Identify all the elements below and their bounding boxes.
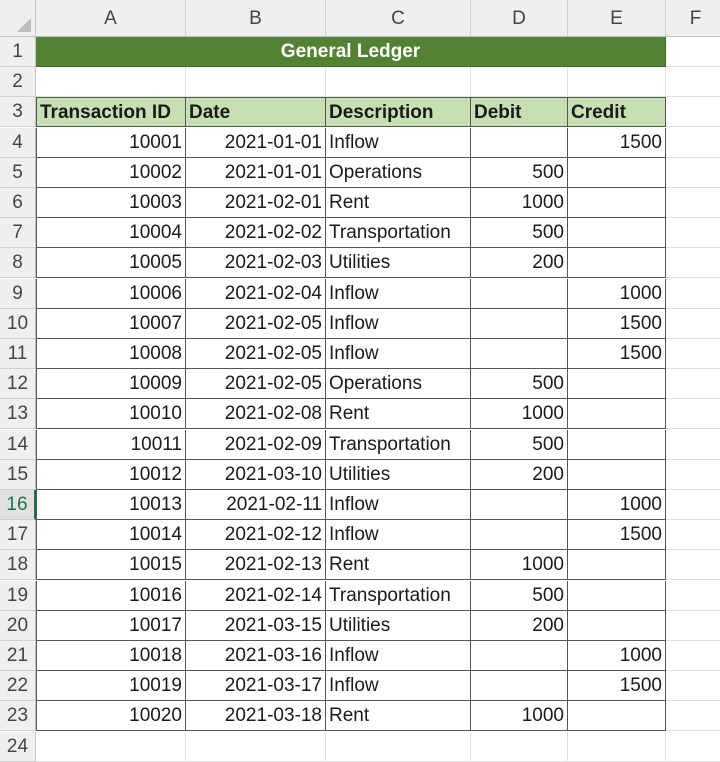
cell-credit[interactable] xyxy=(568,158,666,188)
row-header[interactable]: 3 xyxy=(0,97,36,127)
row-header[interactable]: 15 xyxy=(0,460,36,490)
empty-cell[interactable] xyxy=(666,641,720,671)
row-header[interactable]: 9 xyxy=(0,279,36,309)
cell-credit[interactable] xyxy=(568,188,666,218)
row-header[interactable]: 18 xyxy=(0,550,36,580)
sheet-row xyxy=(0,611,720,641)
empty-cell[interactable] xyxy=(186,67,326,97)
row-header[interactable]: 8 xyxy=(0,248,36,278)
row-header[interactable]: 1 xyxy=(0,37,36,67)
cell-id[interactable]: 10011 xyxy=(36,430,186,460)
empty-cell[interactable] xyxy=(666,97,720,127)
cell-debit[interactable]: 200 xyxy=(471,460,568,490)
empty-cell[interactable] xyxy=(666,430,720,460)
cell-date[interactable]: 2021-02-02 xyxy=(186,218,326,248)
cell-date[interactable]: 2021-02-14 xyxy=(186,581,326,611)
cell-id[interactable]: 10006 xyxy=(36,279,186,309)
header-cell-id[interactable]: Transaction ID xyxy=(36,97,186,127)
cell-credit[interactable]: 1500 xyxy=(568,339,666,369)
sheet-row xyxy=(0,641,720,671)
row-header[interactable]: 23 xyxy=(0,701,36,731)
column-header-e[interactable]: E xyxy=(568,0,666,37)
cell-debit[interactable]: 1000 xyxy=(471,188,568,218)
cell-debit[interactable]: 500 xyxy=(471,581,568,611)
cell-description[interactable]: Inflow xyxy=(326,128,471,158)
cell-description[interactable]: Inflow xyxy=(326,490,471,520)
empty-cell[interactable] xyxy=(666,671,720,701)
cell-debit[interactable] xyxy=(471,128,568,158)
cell-id[interactable]: 10019 xyxy=(36,671,186,701)
row-header[interactable]: 6 xyxy=(0,188,36,218)
cell-id[interactable]: 10013 xyxy=(36,490,186,520)
cell-description[interactable]: Operations xyxy=(326,369,471,399)
sheet-row xyxy=(0,581,720,611)
cell-debit[interactable] xyxy=(471,339,568,369)
empty-cell[interactable] xyxy=(666,158,720,188)
column-header-bar xyxy=(0,0,720,37)
cell-id[interactable]: 10018 xyxy=(36,641,186,671)
sheet-row xyxy=(0,520,720,550)
cell-debit[interactable]: 200 xyxy=(471,611,568,641)
cell-id[interactable]: 10016 xyxy=(36,581,186,611)
cell-credit[interactable] xyxy=(568,701,666,731)
cell-debit[interactable] xyxy=(471,279,568,309)
column-header-b[interactable]: B xyxy=(186,0,326,37)
sheet-row xyxy=(0,218,720,248)
row-header[interactable]: 11 xyxy=(0,339,36,369)
cell-credit[interactable] xyxy=(568,399,666,429)
cell-date[interactable]: 2021-02-05 xyxy=(186,369,326,399)
row-header[interactable]: 20 xyxy=(0,611,36,641)
cell-id[interactable]: 10009 xyxy=(36,369,186,399)
cell-debit[interactable] xyxy=(471,671,568,701)
cell-description[interactable]: Rent xyxy=(326,399,471,429)
empty-cell[interactable] xyxy=(666,37,720,67)
cell-credit[interactable] xyxy=(568,581,666,611)
sheet-row xyxy=(0,399,720,429)
sheet-row xyxy=(0,369,720,399)
cell-credit[interactable]: 1000 xyxy=(568,641,666,671)
row-header[interactable]: 17 xyxy=(0,520,36,550)
cell-date[interactable]: 2021-02-04 xyxy=(186,279,326,309)
cell-id[interactable]: 10005 xyxy=(36,248,186,278)
cell-date[interactable]: 2021-03-16 xyxy=(186,641,326,671)
cell-id[interactable]: 10001 xyxy=(36,128,186,158)
cell-date[interactable]: 2021-02-05 xyxy=(186,309,326,339)
sheet-row xyxy=(0,460,720,490)
cell-id[interactable]: 10020 xyxy=(36,701,186,731)
header-cell-credit[interactable]: Credit xyxy=(568,97,666,127)
sheet-row xyxy=(0,97,720,127)
row-header[interactable]: 5 xyxy=(0,158,36,188)
column-header-c[interactable]: C xyxy=(326,0,471,37)
cell-id[interactable]: 10002 xyxy=(36,158,186,188)
row-header[interactable]: 22 xyxy=(0,671,36,701)
sheet-row xyxy=(0,309,720,339)
row-header[interactable]: 13 xyxy=(0,399,36,429)
cell-id[interactable]: 10008 xyxy=(36,339,186,369)
empty-cell[interactable] xyxy=(666,369,720,399)
sheet-row xyxy=(0,732,720,762)
cell-debit[interactable] xyxy=(471,309,568,339)
empty-cell[interactable] xyxy=(666,67,720,97)
cell-debit[interactable] xyxy=(471,490,568,520)
cell-description[interactable]: Rent xyxy=(326,188,471,218)
cell-description[interactable]: Utilities xyxy=(326,611,471,641)
cell-date[interactable]: 2021-02-13 xyxy=(186,550,326,580)
cell-credit[interactable]: 1500 xyxy=(568,671,666,701)
cell-description[interactable]: Inflow xyxy=(326,339,471,369)
select-all-triangle-icon xyxy=(17,18,31,32)
cell-id[interactable]: 10010 xyxy=(36,399,186,429)
select-all-corner[interactable] xyxy=(0,0,36,37)
cell-description[interactable]: Transportation xyxy=(326,430,471,460)
empty-cell[interactable] xyxy=(666,399,720,429)
empty-cell[interactable] xyxy=(666,218,720,248)
empty-cell[interactable] xyxy=(471,732,568,762)
column-header-f[interactable]: F xyxy=(666,0,720,37)
empty-cell[interactable] xyxy=(36,67,186,97)
empty-cell[interactable] xyxy=(666,732,720,762)
cell-id[interactable]: 10014 xyxy=(36,520,186,550)
row-header[interactable]: 10 xyxy=(0,309,36,339)
cell-id[interactable]: 10017 xyxy=(36,611,186,641)
cell-date[interactable]: 2021-02-08 xyxy=(186,399,326,429)
cell-id[interactable]: 10007 xyxy=(36,309,186,339)
cell-credit[interactable]: 1000 xyxy=(568,279,666,309)
header-cell-description[interactable]: Description xyxy=(326,97,471,127)
ledger-title[interactable]: General Ledger xyxy=(36,37,666,67)
empty-cell[interactable] xyxy=(666,611,720,641)
sheet-row xyxy=(0,128,720,158)
cell-date[interactable]: 2021-02-03 xyxy=(186,248,326,278)
cell-date[interactable]: 2021-01-01 xyxy=(186,128,326,158)
empty-cell[interactable] xyxy=(666,279,720,309)
cell-description[interactable]: Inflow xyxy=(326,671,471,701)
cell-description[interactable]: Rent xyxy=(326,701,471,731)
sheet-row xyxy=(0,279,720,309)
empty-cell[interactable] xyxy=(666,701,720,731)
cell-description[interactable]: Inflow xyxy=(326,279,471,309)
row-header[interactable]: 7 xyxy=(0,218,36,248)
cell-credit[interactable]: 1500 xyxy=(568,128,666,158)
empty-cell[interactable] xyxy=(186,732,326,762)
cell-debit[interactable]: 1000 xyxy=(471,399,568,429)
cell-credit[interactable]: 1000 xyxy=(568,490,666,520)
sheet-row xyxy=(0,490,720,520)
empty-cell[interactable] xyxy=(666,581,720,611)
empty-cell[interactable] xyxy=(666,460,720,490)
column-header-d[interactable]: D xyxy=(471,0,568,37)
cell-debit[interactable] xyxy=(471,520,568,550)
cell-debit[interactable]: 500 xyxy=(471,158,568,188)
sheet-row xyxy=(0,671,720,701)
cell-date[interactable]: 2021-03-10 xyxy=(186,460,326,490)
cell-description[interactable]: Utilities xyxy=(326,460,471,490)
cell-date[interactable]: 2021-02-05 xyxy=(186,339,326,369)
cell-credit[interactable] xyxy=(568,218,666,248)
cell-description[interactable]: Utilities xyxy=(326,248,471,278)
row-header[interactable]: 16 xyxy=(0,490,36,520)
empty-cell[interactable] xyxy=(666,188,720,218)
empty-cell[interactable] xyxy=(326,732,471,762)
empty-cell[interactable] xyxy=(666,309,720,339)
empty-cell[interactable] xyxy=(666,128,720,158)
cell-date[interactable]: 2021-02-09 xyxy=(186,430,326,460)
cell-description[interactable]: Inflow xyxy=(326,641,471,671)
sheet-row xyxy=(0,158,720,188)
header-cell-date[interactable]: Date xyxy=(186,97,326,127)
sheet-row xyxy=(0,188,720,218)
empty-cell[interactable] xyxy=(568,67,666,97)
header-cell-debit[interactable]: Debit xyxy=(471,97,568,127)
cell-description[interactable]: Inflow xyxy=(326,520,471,550)
cell-date[interactable]: 2021-02-01 xyxy=(186,188,326,218)
row-header[interactable]: 14 xyxy=(0,430,36,460)
cell-description[interactable]: Transportation xyxy=(326,581,471,611)
row-header[interactable]: 12 xyxy=(0,369,36,399)
empty-cell[interactable] xyxy=(666,520,720,550)
empty-cell[interactable] xyxy=(666,339,720,369)
cell-debit[interactable]: 500 xyxy=(471,218,568,248)
empty-cell[interactable] xyxy=(666,490,720,520)
cell-credit[interactable]: 1500 xyxy=(568,520,666,550)
cell-date[interactable]: 2021-03-15 xyxy=(186,611,326,641)
cell-date[interactable]: 2021-02-11 xyxy=(186,490,326,520)
sheet-row xyxy=(0,248,720,278)
sheet-row xyxy=(0,701,720,731)
cell-date[interactable]: 2021-03-18 xyxy=(186,701,326,731)
column-header-a[interactable]: A xyxy=(36,0,186,37)
sheet-row xyxy=(0,37,720,67)
empty-cell[interactable] xyxy=(471,67,568,97)
cell-id[interactable]: 10003 xyxy=(36,188,186,218)
cell-credit[interactable] xyxy=(568,611,666,641)
cell-credit[interactable] xyxy=(568,248,666,278)
cell-credit[interactable] xyxy=(568,460,666,490)
cell-description[interactable]: Rent xyxy=(326,550,471,580)
empty-cell[interactable] xyxy=(568,732,666,762)
cell-credit[interactable] xyxy=(568,550,666,580)
sheet-row xyxy=(0,550,720,580)
sheet-row xyxy=(0,339,720,369)
cell-id[interactable]: 10004 xyxy=(36,218,186,248)
cell-debit[interactable]: 1000 xyxy=(471,550,568,580)
cell-credit[interactable] xyxy=(568,430,666,460)
row-header[interactable]: 4 xyxy=(0,128,36,158)
sheet-row xyxy=(0,67,720,97)
row-header[interactable]: 21 xyxy=(0,641,36,671)
cell-debit[interactable]: 1000 xyxy=(471,701,568,731)
cell-description[interactable]: Transportation xyxy=(326,218,471,248)
cell-debit[interactable]: 500 xyxy=(471,369,568,399)
cell-debit[interactable]: 500 xyxy=(471,430,568,460)
sheet-row xyxy=(0,430,720,460)
cell-debit[interactable] xyxy=(471,641,568,671)
cell-description[interactable]: Operations xyxy=(326,158,471,188)
cell-description[interactable]: Inflow xyxy=(326,309,471,339)
cell-credit[interactable]: 1500 xyxy=(568,309,666,339)
empty-cell[interactable] xyxy=(666,248,720,278)
cell-id[interactable]: 10015 xyxy=(36,550,186,580)
cell-id[interactable]: 10012 xyxy=(36,460,186,490)
cell-date[interactable]: 2021-02-12 xyxy=(186,520,326,550)
empty-cell[interactable] xyxy=(326,67,471,97)
cell-credit[interactable] xyxy=(568,369,666,399)
row-header[interactable]: 2 xyxy=(0,67,36,97)
row-header[interactable]: 19 xyxy=(0,581,36,611)
empty-cell[interactable] xyxy=(666,550,720,580)
cell-debit[interactable]: 200 xyxy=(471,248,568,278)
cell-date[interactable]: 2021-03-17 xyxy=(186,671,326,701)
empty-cell[interactable] xyxy=(36,732,186,762)
cell-date[interactable]: 2021-01-01 xyxy=(186,158,326,188)
row-header[interactable]: 24 xyxy=(0,732,36,762)
